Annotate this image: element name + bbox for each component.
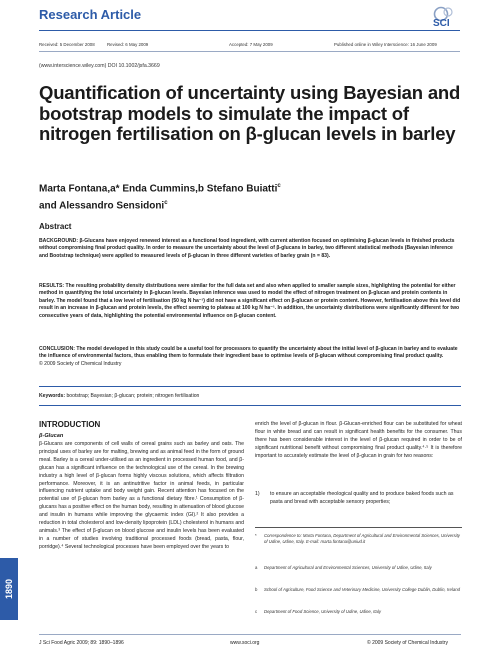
footnote-mark: a: [255, 565, 258, 570]
authors: [39, 179, 459, 214]
intro-subheading: β-Glucan: [39, 433, 64, 439]
keywords-text: bootstrap; Bayesian; β-glucan; protein; nitrogen fertilisation: [66, 393, 200, 399]
footer-citation: J Sci Food Agric 2009; 89: 1890–1896: [39, 640, 124, 646]
abstract-results: [39, 283, 461, 320]
footnote-affiliation-c: [255, 609, 462, 617]
intro-right-column: enrich the level of β-glucan in flour. β-Glucan-enriched flour can be substituted for wheat flour in white bread and can result in significant health benefits for the consumer. Thus there has been considerable interest in the level of β-glucan required in order to be of significant nutritional benefit without compromising final product quality.⁴·⁵ It is therefore important to accurately estimate the level of β-glucan in grain for two reasons:: [255, 421, 462, 459]
keywords-label: Keywords:: [39, 393, 66, 399]
footnote-rule: [255, 527, 462, 528]
footnote-text: Department of Agricultural and Environmental Sciences, University of Udine, Udine, Italy: [264, 565, 432, 570]
article-title: Quantification of uncertainty using Bayesian and bootstrap models to simulate the impact of nitrogen fertilisation on β-glucan levels in barley: [39, 82, 461, 144]
results-label: RESULTS:: [39, 283, 65, 289]
footer-website: www.soci.org: [230, 640, 260, 646]
footnote-mark: *: [255, 533, 257, 538]
keywords: [39, 393, 461, 400]
page-number: 1890: [4, 578, 14, 600]
background-text: β-Glucans have enjoyed renewed interest as a functional food ingredient, with current attention focused on optimising β-glucan levels in finished products without compromising final product quality. In order to measure the uncertainty about the level of β-glucans in barley, two different statistical methods (Bayesian inference and Bootstrap technique) were applied to measured levels of β-glucan in three different varieties of barley grain (n = 83).: [39, 238, 455, 259]
keywords-top-rule: [39, 386, 461, 387]
list-text: to ensure an acceptable rheological quality and to produce baked foods such as pasta and bread with acceptable sensory properties;: [270, 491, 454, 505]
published-date: Published online in Wiley Interscience: 16 June 2009: [334, 42, 437, 47]
list-number: 1): [255, 491, 260, 497]
footnote-mark: b: [255, 587, 258, 592]
accepted-date: Accepted: 7 May 2009: [229, 42, 273, 47]
publisher-logo-text: SCI: [433, 18, 450, 28]
header-rule: [39, 30, 460, 31]
revised-date: Revised: 6 May 2009: [107, 42, 149, 47]
abstract-heading: Abstract: [39, 222, 72, 231]
footnote-affiliation-a: [255, 565, 462, 579]
dates-rule: [39, 51, 460, 52]
footnote-text: Correspondence to: Marta Fontana, Department of Agricultural and Environmental Sciences, University of Udine, Udine, Italy. E-mail: marta.fontana@uniud.it: [264, 533, 460, 545]
sci-logo: [428, 6, 464, 28]
conclusion-text: The model developed in this study could be a useful tool for processors to quantify the uncertainty about the initial level of β-glucan in barley and to evaluate the influence of environmental factors, thus enabling them to formulate their ingredient base to optimise levels of β-glucan without compromising final product quality.: [39, 346, 458, 360]
doi: (www.interscience.wiley.com) DOI 10.1002/jsfa.3669: [39, 63, 160, 69]
authors-sup1: c: [277, 183, 281, 189]
keywords-bottom-rule: [39, 405, 461, 406]
footnote-text: School of Agriculture, Food Science and Veterinary Medicine, University College Dublin, Dublin, Ireland: [264, 587, 461, 592]
results-text: The resulting probability density distributions were similar for the full data set and also when applied to smaller sample sizes, highlighting the potential for either method in quantifying the total uncertainty in β-glucan levels. Bayesian inference was used to model the effect of nitrogen treatment on β-glucan and protein contents in barley. The model found that a low level of fertilisation (50 kg N ha⁻¹) did not have a significant effect on β-glucan or protein content. However, fertilisation above this level did result in an increase in β-glucan and protein levels, the effect seeming to plateau at 100 kg N ha⁻¹. In addition, the uncertainty distributions were significantly different for two consecutive years of data, highlighting the potential environmental influence on β-glucan content.: [39, 283, 461, 319]
authors-line2: and Alessandro Sensidoni: [39, 200, 165, 212]
footnote-mark: c: [255, 609, 258, 614]
background-label: BACKGROUND:: [39, 238, 79, 244]
footer-copyright: © 2009 Society of Chemical Industry: [367, 640, 448, 646]
footer-rule: [39, 634, 461, 635]
abstract-copyright: © 2009 Society of Chemical Industry: [39, 360, 122, 367]
section-label: Research Article: [39, 7, 142, 22]
abstract-conclusion: [39, 346, 461, 368]
footnote-affiliation-b: [255, 587, 462, 601]
authors-line1: Marta Fontana,a* Enda Cummins,b Stefano Buiatti: [39, 183, 278, 195]
received-date: Received: 5 December 2008: [39, 42, 95, 47]
footnote-correspondence: [255, 533, 462, 553]
intro-left-column: β-Glucans are components of cell walls of cereal grains such as barley and oats. The principal uses of barley are for malting, brewing and as animal feed in the form of ground meal. Barley is a cereal under-utilised as an ingredient in processed human food, and β-glucan has a significant influence on the technological use of the cereal. In the brewing industry a high level of β-glucan forms highly viscous solutions, which affects filtration performance. Moreover, it is an antinutritive factor in animal feeds, in particular influencing nutrient uptake and body weight gain. Recent attention has focused on the potential use of β-glucan from barley as a functional dietary fibre.¹ Consumption of β-glucans has a positive effect on the human body, resulting in attenuation of blood glucose and insulin in humans while improving the glycaemic index (GI).² It also provides a reduction in total cholesterol and low-density lipoprotein (LDL) cholesterol in humans and animals.³ The effect of β-glucan on blood glucose and insulin levels has been evaluated in a number of studies involving traditional processed foods (bread, pasta, flour, porridge).⁴ Several technological processes have been employed over the years to: [39, 441, 244, 550]
abstract-background: [39, 238, 461, 260]
footnote-text: Department of Food Science, University of Udine, Udine, Italy: [264, 609, 382, 614]
conclusion-label: CONCLUSION:: [39, 346, 75, 352]
authors-sup2: c: [164, 200, 168, 207]
intro-heading: INTRODUCTION: [39, 420, 101, 429]
